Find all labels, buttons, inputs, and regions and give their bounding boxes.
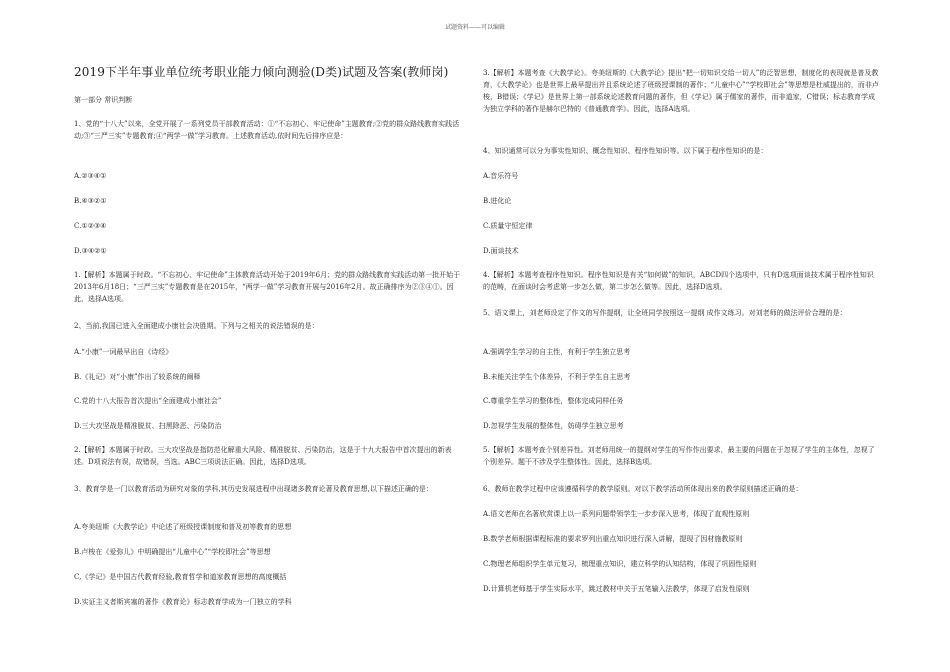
option-4d: D.面谈技术 (483, 247, 519, 255)
option-1b: B.④③②① (74, 197, 107, 205)
answer-3: 3.【解析】本题考查《大教学论》。夸美纽斯的《大教学论》提出“把一切知识交给一切人”的泛智思想，制度化的表现就是普及教育，《大教学论》也是世界上最早提出并且系统论述了班级授课制的著作；“儿童中心”“学校即社会”等思想是杜威提出的，而非卢梭，B错误；《学记》是世界上第一部系统论述教育问题的著作，但《学记》属于儒家的著作，而非道家，C错误；标志教育学成为独立学科的著作是赫尔巴特的《普通教育学》。因此，选择A选项。 (483, 69, 879, 113)
question-4: 4、知识通常可以分为事实性知识、概念性知识、程序性知识等。以下属于程序性知识的是： (483, 147, 768, 155)
option-1a: A.②③④① (74, 172, 107, 180)
answer-2: 2.【解析】本题属于时政。三大攻坚战是指防范化解重大风险、精准脱贫、污染防治，这是于十九大报告中首次提出的新表述。D项说法有误，故错误，当选。ABC三项说法正确。因此，选择D选项。 (74, 446, 452, 466)
option-5c: C.尊重学生学习的整体性，整体完成同样任务 (483, 397, 624, 405)
answer-5: 5.【解析】本题考查个别差异性。刘老师用统一的提纲对学生的写作作出要求，最主要的问题在于忽视了学生的主体性，忽视了个别差异。题干不涉及学生整体性。因此，选择B选项。 (483, 446, 875, 466)
option-6a: A.语文老师在名著欣赏课上以一系列问题带领学生一步步深入思考，体现了直观性原则 (483, 510, 750, 518)
question-2: 2、当前,我国已进入全面建成小康社会决胜期。下列与之相关的说法错误的是： (74, 322, 319, 330)
option-1c: C.①②③④ (74, 222, 107, 230)
option-5b: B.未能关注学生个体差异，不利于学生自主思考 (483, 373, 631, 381)
option-6b: B.数学老师根据课程标准的要求罗列出重点知识进行深入讲解，提现了因材施教原则 (483, 535, 743, 543)
answer-1: 1.【解析】本题属于时政。“不忘初心、牢记使命”主体教育活动开始于2019年6月；党的群众路线教育实践活动第一批开始于2013年6月18日；“三严三实”专题教育是在2015年，“两学一做”学习教育开展与2016年2月。故正确排序为②③④①。因此，选择A选项。 (74, 271, 461, 303)
question-5: 5、语文课上，刘老师设定了作文的写作提纲，让全班同学按照这一提纲 成作文练习。对刘老师的做法评价合理的是： (483, 309, 847, 317)
option-3a: A.夸美纽斯《大教学论》中论述了班级授课制度和普及初等教育的思想 (74, 523, 292, 531)
option-6d: D.计算机老师基于学生实际水平，跳过教材中关于五笔输入法教学，体现了启发性原则 (483, 585, 750, 593)
option-2d: D.三大攻坚战是精准脱贫、扫黑除恶、污染防治 (74, 422, 222, 430)
answer-4: 4.【解析】本题考查程序性知识。程序性知识是有关“如何做”的知识，ABCD四个选项中，只有D选项面谈技术属于程序性知识的范畴，在面谈时会考虑第一步怎么做，第二步怎么做等。因此，选择D选项。 (483, 271, 874, 291)
option-4a: A.音乐符号 (483, 172, 519, 180)
option-6c: C.物理老师组织学生单元复习，梳理重点知识，建立科学的认知结构，体现了巩固性原则 (483, 560, 757, 568)
section-heading: 第一部分 常识判断 (74, 96, 133, 104)
question-1: 1、党的“十八大”以来，全党开展了一系列党员干部教育活动：①“不忘初心、牢记使命”主题教育;②党的群众路线教育实践活动;③“三严三实”专题教育;④“两学一做”学习教育。上述教育活动,依时间先后排序应是： (74, 120, 460, 140)
page-title: 2019下半年事业单位统考职业能力倾向测验(D类)试题及答案(教师岗) (74, 65, 449, 79)
option-2a: A.“小康”一词最早出自《诗经》 (74, 348, 173, 356)
option-3c: C,《学记》是中国古代教育经验,教育哲学和道家教育思想的高度概括 (74, 573, 287, 581)
option-2b: B.《礼记》对“小康”作出了较系统的阐释 (74, 373, 201, 381)
option-5d: D.忽视学生发展的整体性，妨碍学生独立思考 (483, 422, 624, 430)
option-4c: C.质量守恒定律 (483, 222, 533, 230)
page-header: 试题资料——可以编辑 (444, 24, 505, 31)
option-5a: A.强调学生学习的自主性，有利于学生独立思考 (483, 348, 631, 356)
option-4b: B.进化论 (483, 197, 512, 205)
option-1d: D.③④②① (74, 247, 107, 255)
question-3: 3、教育学是一门以教育活动为研究对象的学科,其历史发展进程中出现诸多教育论著及教育思想,以下描述正确的是： (74, 485, 433, 493)
question-6: 6、教师在教学过程中应该遵循科学的教学原则。对以下教学活动所体现出来的教学原则描述正确的是： (483, 485, 803, 493)
option-2c: C.党的十八大报告首次提出“全面建成小康社会” (74, 397, 222, 405)
option-3b: B.卢梭在《爱弥儿》中明确提出“儿童中心”“学校即社会”等思想 (74, 548, 271, 556)
option-3d: D.实证主义者斯宾塞的著作《教育论》标志教育学成为一门独立的学科 (74, 598, 292, 606)
